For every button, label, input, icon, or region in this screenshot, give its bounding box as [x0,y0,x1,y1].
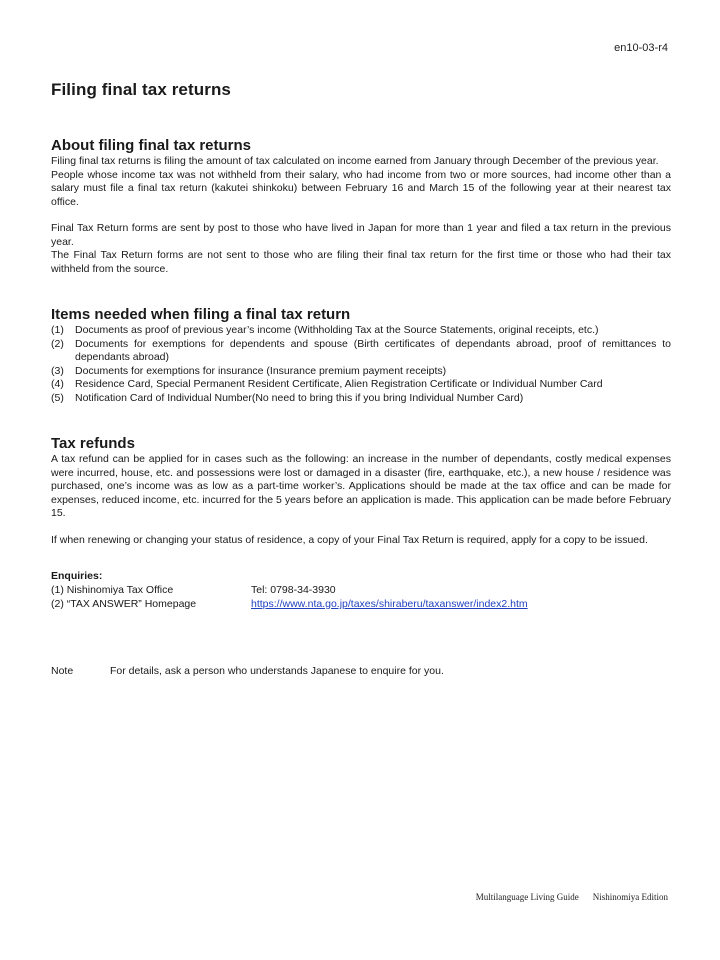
section-heading-refunds: Tax refunds [51,435,135,452]
section-items-needed [51,306,671,405]
note-text: For details, ask a person who understands Japanese to enquire for you. [110,665,444,677]
enquiries-heading: Enquiries: [51,570,103,582]
list-item: (3) Documents for exemptions for insurance (Insurance premium payment receipts) [51,364,447,377]
list-item: (1) Documents as proof of previous year’s income (Withholding Tax at the Source Statements, original receipts, etc.) [51,324,599,336]
section-heading-about: About filing final tax returns [51,137,252,154]
enquiry-name: (1) Nishinomiya Tax Office [51,584,174,596]
enquiry-phone: Tel: 0798-34-3930 [251,584,336,596]
section-about [51,137,671,276]
list-item: (2) Documents for exemptions for dependents and spouse (Birth certificates of dependants abroad, proof of remittances to dependants abroad) [51,337,671,363]
about-paragraph-4: The Final Tax Return forms are not sent to those who are filing their final tax return for the first time or those who had their tax withheld from the source. [51,249,671,275]
list-item: (4) Residence Card, Special Permanent Resident Certificate, Alien Registration Certificate or Individual Number Card [51,378,603,390]
enquiries-block [51,569,671,611]
refunds-paragraph-2: If when renewing or changing your status of residence, a copy of your Final Tax Return is required, apply for a copy to be issued. [51,533,648,546]
refunds-paragraph-1: A tax refund can be applied for in cases such as the following: an increase in the number of dependants, costly medical expenses were incurred, house, etc. and possessions were lost or damaged in a disaster (fire, earthquake, etc.), a new house / residence was purchased, one’s income was as low as a part-time worker’s. Applications should be made at the tax office and can be made for expenses, reduced income, etc. incurred for the 5 years before an application is made. This application can be made before February 15. [51,453,671,519]
document-code: en10-03-r4 [614,42,668,54]
list-item: (5) Notification Card of Individual Number(No need to bring this if you bring Individual Number Card) [51,391,524,404]
section-heading-items: Items needed when filing a final tax return [51,306,351,323]
page-title: Filing final tax returns [51,80,231,99]
note-label: Note [51,665,74,677]
footer-guide-name: Multilanguage Living Guide [475,892,579,902]
note-block [51,665,671,677]
about-paragraph-1: Filing final tax returns is filing the amount of tax calculated on income earned from January through December of the previous year. [51,155,659,167]
enquiry-name: (2) “TAX ANSWER” Homepage [51,598,197,610]
about-paragraph-2: People whose income tax was not withheld from their salary, who had income from two or more sources, had income other than a salary must file a final tax return (kakutei shinkoku) between February 16 and March 15 of the following year at their nearest tax office. [51,168,671,208]
about-paragraph-3: Final Tax Return forms are sent by post to those who have lived in Japan for more than 1 year and filed a tax return in the previous year. [51,222,671,248]
document-content [51,80,671,677]
footer-edition: Nishinomiya Edition [592,892,668,902]
enquiry-row-tax-answer [51,597,671,611]
items-list [51,324,671,405]
footer [476,892,668,902]
section-tax-refunds [51,435,671,547]
enquiry-row-tax-office [51,583,671,597]
tax-answer-link[interactable]: https://www.nta.go.jp/taxes/shiraberu/taxanswer/index2.htm [251,598,528,610]
